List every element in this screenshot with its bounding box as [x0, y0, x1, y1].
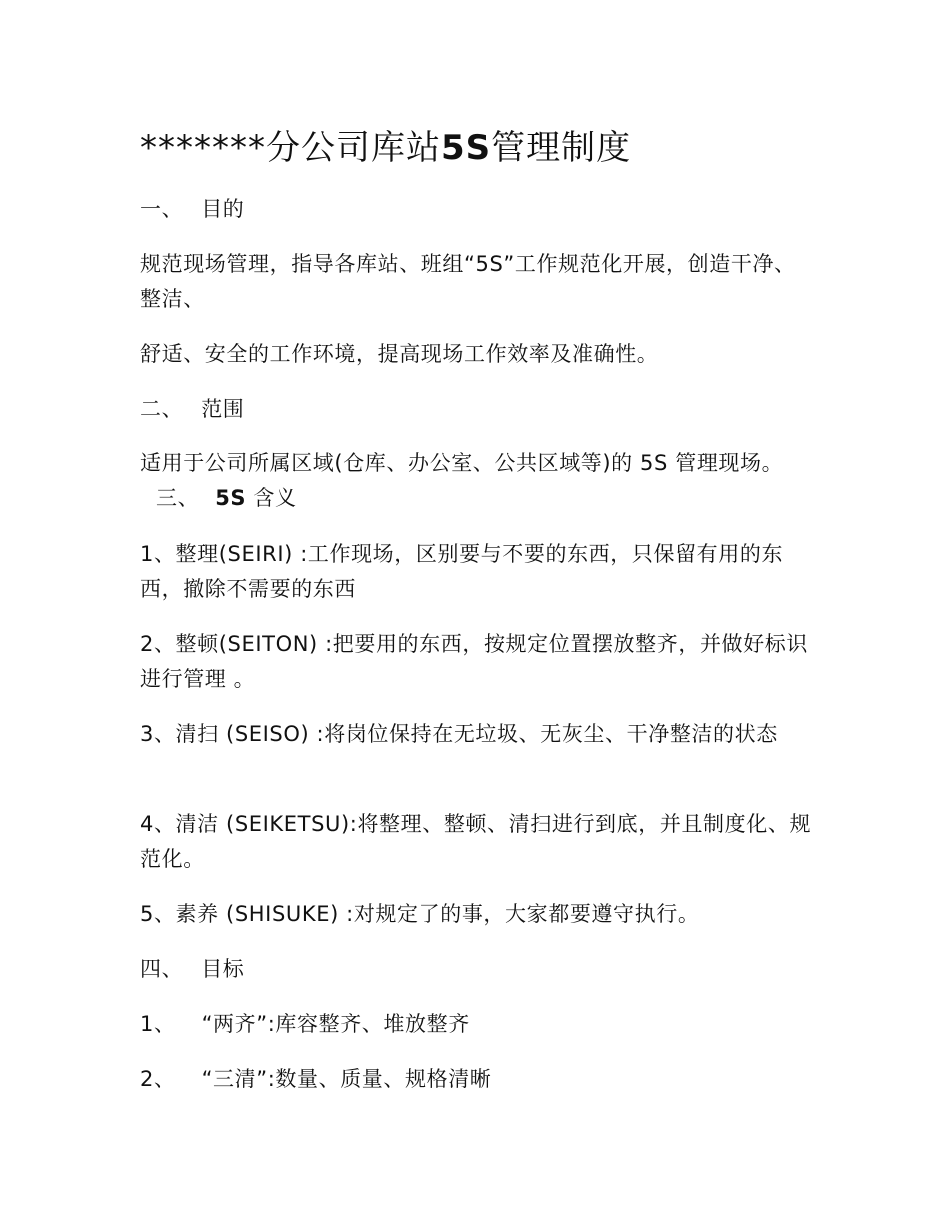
section-heading-meaning — [156, 486, 297, 510]
meaning-item: 1、整理(SEIRI) :工作现场，区别要与不要的东西，只保留有用的东西，撤除不需要的东西 — [140, 542, 784, 601]
page-title — [140, 126, 631, 170]
title-bold: 5S — [441, 128, 492, 168]
goal-number: 2、 — [140, 1067, 176, 1091]
goal-item — [140, 1007, 815, 1042]
goal-number: 1、 — [140, 1012, 176, 1036]
meaning-item: 5、素养 (SHISUKE) :对规定了的事，大家都要遵守执行。 — [140, 902, 700, 926]
goal-item — [140, 1062, 815, 1097]
scope-text: 适用于公司所属区域(仓库、办公室、公共区域等)的 5S 管理现场。 — [140, 451, 784, 475]
section-label: 目的 — [201, 197, 245, 221]
section-heading-purpose — [140, 192, 815, 227]
section-heading-scope — [140, 392, 815, 427]
purpose-paragraph-2: 舒适、安全的工作环境，提高现场工作效率及准确性。 — [140, 342, 659, 366]
section-number: 二、 — [140, 397, 184, 421]
title-suffix: 管理制度 — [491, 128, 632, 168]
section-number: 四、 — [140, 957, 184, 981]
section-label-bold: 5S — [215, 486, 247, 510]
section-label: 目标 — [201, 957, 245, 981]
goal-text: “两齐”:库容整齐、堆放整齐 — [201, 1012, 470, 1036]
section-number: 一、 — [140, 197, 184, 221]
purpose-paragraph-1: 规范现场管理，指导各库站、班组“5S”工作规范化开展，创造干净、整洁、 — [140, 252, 796, 311]
section-heading-goals — [140, 952, 815, 987]
meaning-item: 3、清扫 (SEISO) :将岗位保持在无垃圾、无灰尘、干净整洁的状态 — [140, 722, 778, 746]
meaning-item: 2、整顿(SEITON) :把要用的东西，按规定位置摆放整齐，并做好标识进行管理 。 — [140, 632, 808, 691]
section-label: 范围 — [201, 397, 245, 421]
title-prefix: *******分公司库站 — [140, 128, 441, 168]
section-label: 含义 — [253, 486, 297, 510]
goal-text: “三清”:数量、质量、规格清晰 — [201, 1067, 492, 1091]
meaning-item: 4、清洁 (SEIKETSU):将整理、整顿、清扫进行到底，并且制度化、规范化。 — [140, 812, 812, 871]
scope-paragraph — [140, 446, 815, 516]
section-number: 三、 — [156, 486, 200, 510]
